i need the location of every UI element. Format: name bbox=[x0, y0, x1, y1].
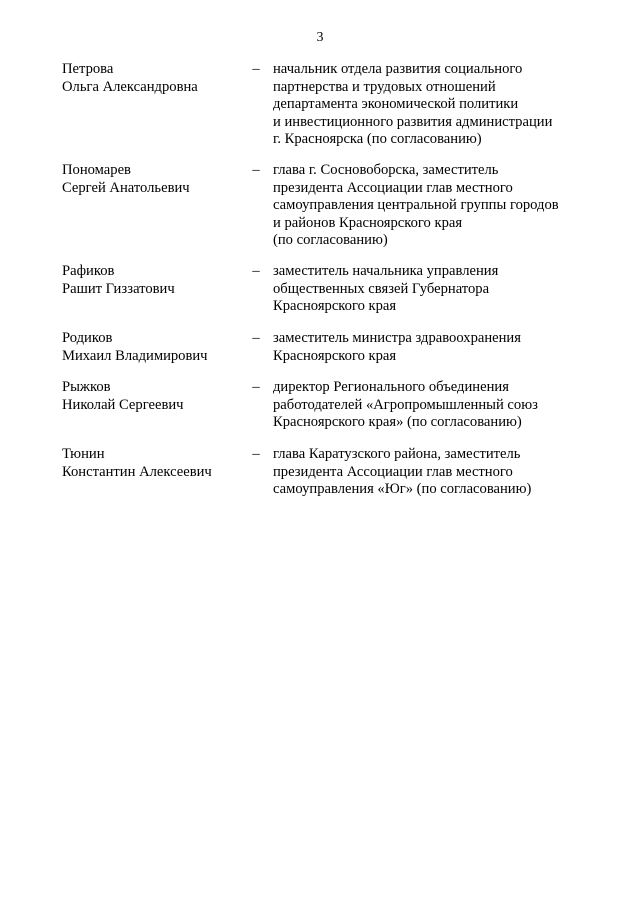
member-position bbox=[273, 61, 583, 149]
member-name bbox=[62, 61, 242, 96]
member-position bbox=[273, 162, 583, 250]
position-line: президента Ассоциации глав местного bbox=[273, 179, 513, 196]
position-line: г. Красноярска (по согласованию) bbox=[273, 131, 482, 148]
member-surname: Родиков bbox=[62, 330, 113, 346]
position-line: самоуправления центральной группы городов bbox=[273, 197, 559, 214]
member-name bbox=[62, 263, 242, 298]
member-position bbox=[273, 379, 583, 432]
position-line: партнерства и трудовых отношений bbox=[273, 78, 496, 95]
member-surname: Петрова bbox=[62, 61, 114, 77]
dash-separator: – bbox=[252, 446, 260, 462]
position-line: Красноярского края bbox=[273, 298, 397, 315]
position-line: президента Ассоциации глав местного bbox=[273, 463, 513, 480]
member-position bbox=[273, 263, 583, 316]
position-line: общественных связей Губернатора bbox=[273, 280, 490, 297]
position-line: и инвестиционного развития администрации bbox=[273, 113, 553, 130]
position-line: и районов Красноярского края bbox=[273, 214, 463, 231]
member-position bbox=[273, 330, 583, 365]
member-surname: Рафиков bbox=[62, 263, 115, 279]
position-line: (по согласованию) bbox=[273, 232, 388, 249]
member-surname: Тюнин bbox=[62, 446, 105, 462]
dash-separator: – bbox=[252, 330, 260, 346]
member-surname: Рыжков bbox=[62, 379, 111, 395]
position-line: Красноярского края bbox=[273, 347, 397, 364]
position-line: самоуправления «Юг» (по согласованию) bbox=[273, 481, 532, 498]
position-line: заместитель начальника управления bbox=[273, 263, 499, 279]
position-line: директор Регионального объединения bbox=[273, 379, 509, 395]
position-line: департамента экономической политики bbox=[273, 96, 519, 113]
page-number: 3 bbox=[316, 30, 324, 45]
member-surname: Пономарев bbox=[62, 162, 131, 178]
position-line: заместитель министра здравоохранения bbox=[273, 330, 521, 346]
position-line: глава г. Сосновоборска, заместитель bbox=[273, 162, 499, 178]
position-line: работодателей «Агропромышленный союз bbox=[273, 396, 538, 413]
member-given-names: Рашит Гиззатович bbox=[62, 280, 175, 297]
dash-separator: – bbox=[252, 379, 260, 395]
member-given-names: Константин Алексеевич bbox=[62, 463, 212, 480]
position-line: глава Каратузского района, заместитель bbox=[273, 446, 521, 462]
member-position bbox=[273, 446, 583, 499]
position-line: начальник отдела развития социального bbox=[273, 61, 523, 77]
member-name bbox=[62, 379, 242, 414]
member-given-names: Михаил Владимирович bbox=[62, 347, 208, 364]
member-name bbox=[62, 446, 242, 481]
dash-separator: – bbox=[252, 263, 260, 279]
dash-separator: – bbox=[252, 162, 260, 178]
position-line: Красноярского края» (по согласованию) bbox=[273, 414, 522, 431]
member-given-names: Николай Сергеевич bbox=[62, 396, 184, 413]
member-name bbox=[62, 330, 242, 365]
member-name bbox=[62, 162, 242, 197]
member-given-names: Ольга Александровна bbox=[62, 78, 198, 95]
dash-separator: – bbox=[252, 61, 260, 77]
member-given-names: Сергей Анатольевич bbox=[62, 179, 190, 196]
